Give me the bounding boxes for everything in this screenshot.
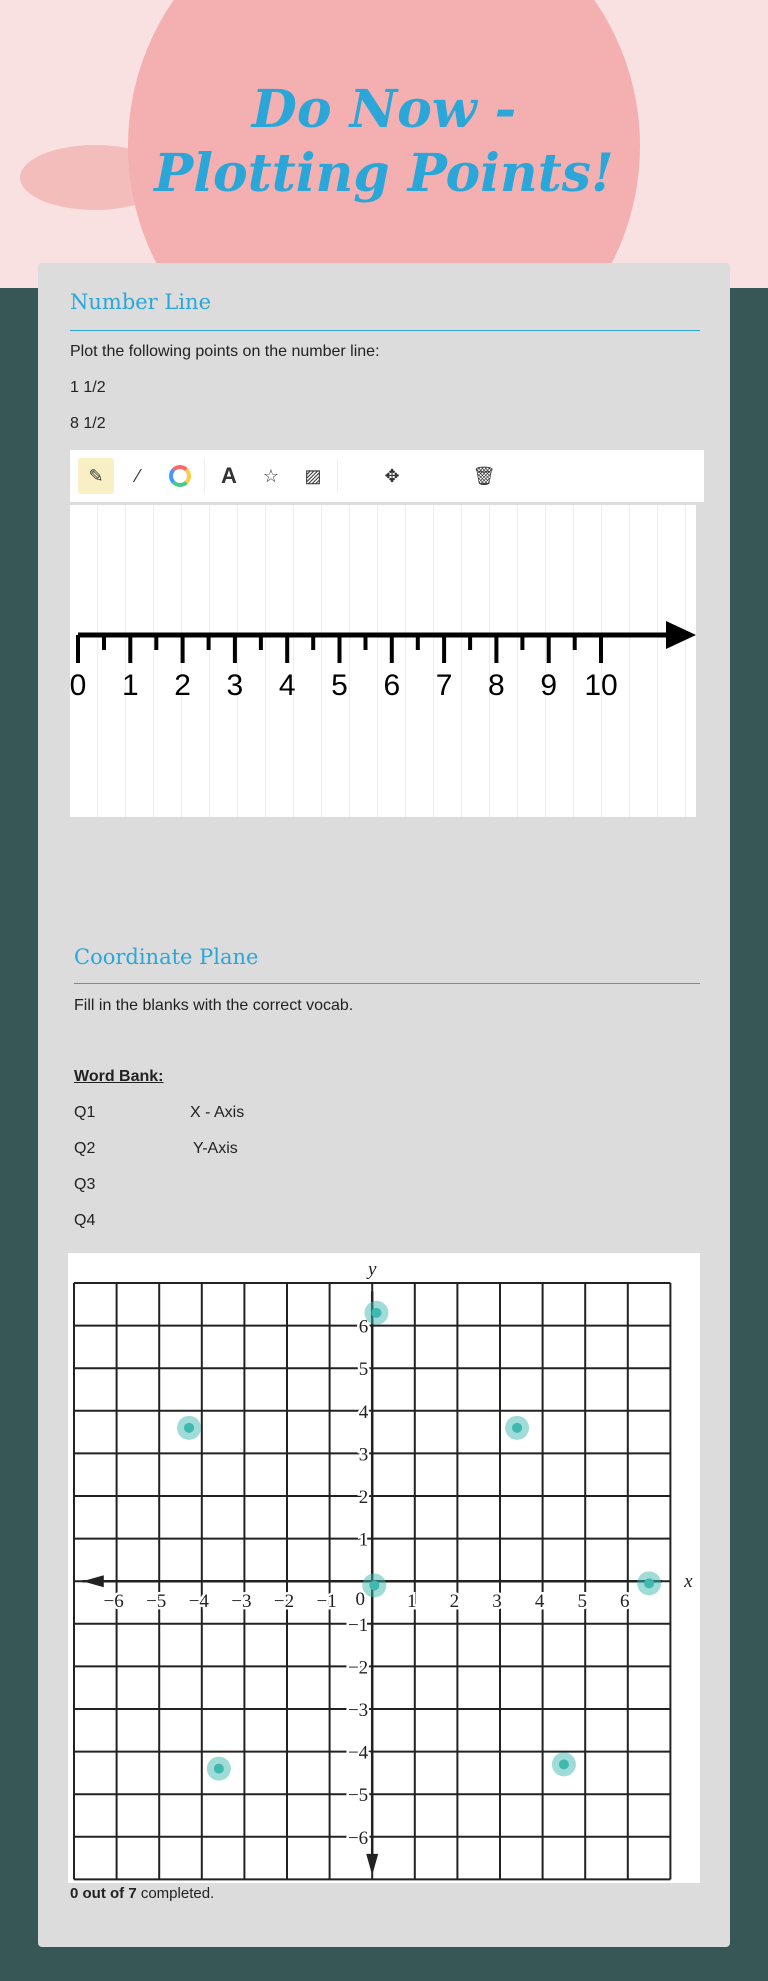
y-tick-label: −1 — [347, 1614, 369, 1636]
y-tick-label: −2 — [347, 1657, 369, 1679]
divider — [70, 330, 700, 331]
x-tick-label: −3 — [231, 1591, 252, 1613]
y-tick-label: −6 — [347, 1827, 369, 1849]
drawing-toolbar — [70, 450, 704, 502]
data-point — [559, 1759, 569, 1769]
progress-count: 0 out of 7 — [70, 1885, 137, 1902]
data-point — [184, 1423, 194, 1433]
y-tick-label: 1 — [358, 1529, 369, 1551]
y-tick-label: 2 — [358, 1487, 369, 1508]
header-banner — [0, 0, 768, 288]
data-point — [369, 1580, 379, 1590]
tick-label: 3 — [226, 669, 244, 702]
x-tick-label: 2 — [449, 1591, 460, 1613]
data-point — [512, 1423, 522, 1433]
tick-label: 4 — [278, 669, 296, 702]
x-tick-label: −2 — [273, 1591, 295, 1613]
separator — [204, 459, 205, 493]
x-tick-label: 5 — [577, 1591, 587, 1613]
tick-label: 9 — [540, 669, 558, 702]
instruction: Fill in the blanks with the correct vocab. — [74, 997, 354, 1014]
number-line — [70, 505, 696, 817]
bank-term: Y-Axis — [193, 1140, 238, 1157]
separator — [337, 459, 338, 493]
tick-label: 5 — [331, 669, 348, 702]
tick-label: 7 — [435, 669, 453, 702]
color-icon[interactable] — [162, 458, 198, 494]
x-tick-label: −6 — [103, 1591, 124, 1613]
y-tick-label: 6 — [358, 1316, 369, 1338]
pencil-icon[interactable]: ✎ — [78, 458, 114, 494]
trash-icon[interactable]: 🗑 — [472, 465, 496, 486]
progress-label: completed. — [136, 1885, 215, 1902]
x-tick-label: 4 — [534, 1591, 545, 1613]
x-tick-label: 3 — [492, 1591, 502, 1613]
bank-quadrant: Q3 — [74, 1176, 96, 1193]
page-title — [0, 78, 768, 206]
tick-label: 8 — [488, 669, 505, 702]
y-arrow-icon — [366, 1854, 378, 1875]
bank-quadrant: Q2 — [74, 1140, 96, 1157]
image-icon[interactable]: ▨ — [304, 465, 322, 486]
point-1: 1 1/2 — [70, 379, 106, 396]
divider — [74, 983, 700, 984]
x-tick-label: 1 — [407, 1591, 417, 1613]
tick-label: 10 — [584, 669, 618, 702]
bank-term: X - Axis — [190, 1104, 245, 1121]
instruction: Plot the following points on the number line: — [70, 343, 380, 360]
data-point — [214, 1764, 224, 1774]
bank-quadrant: Q1 — [74, 1104, 96, 1121]
point-2: 8 1/2 — [70, 415, 106, 432]
tick-label: 6 — [383, 669, 401, 702]
star-icon[interactable]: ☆ — [262, 465, 280, 486]
progress-text — [70, 1885, 214, 1902]
origin-label: 0 — [355, 1589, 365, 1611]
worksheet-card — [38, 263, 730, 1947]
text-icon[interactable]: A — [221, 463, 237, 488]
brush-icon[interactable]: ⁄ — [136, 465, 140, 486]
x-axis-label: x — [684, 1571, 693, 1593]
move-icon[interactable]: ✥ — [384, 465, 400, 486]
data-point — [644, 1578, 654, 1588]
y-tick-label: 4 — [358, 1401, 369, 1423]
x-arrow-icon — [83, 1575, 104, 1587]
x-tick-label: −4 — [188, 1591, 209, 1613]
title-line-2: Plotting Points! — [154, 143, 614, 204]
y-tick-label: 3 — [358, 1444, 369, 1466]
x-tick-label: −5 — [146, 1591, 167, 1613]
tick-label: 0 — [70, 669, 87, 702]
bank-quadrant: Q4 — [74, 1212, 96, 1229]
tick-label: 1 — [121, 669, 139, 702]
y-tick-label: −3 — [347, 1700, 369, 1721]
drawing-canvas[interactable] — [70, 505, 696, 817]
data-point — [371, 1308, 381, 1318]
x-tick-label: −1 — [316, 1591, 337, 1613]
coordinate-plane — [68, 1253, 700, 1883]
tick-label: 2 — [174, 669, 191, 702]
arrow-icon — [666, 621, 696, 649]
coordinate-plane-canvas[interactable] — [68, 1253, 700, 1883]
word-bank-label: Word Bank: — [74, 1068, 164, 1085]
y-axis-label: y — [367, 1259, 377, 1280]
y-tick-label: 5 — [358, 1359, 369, 1381]
section-heading-coordinate-plane: Coordinate Plane — [74, 945, 259, 969]
y-tick-label: −4 — [347, 1742, 369, 1764]
y-tick-label: −5 — [347, 1785, 369, 1807]
x-tick-label: 6 — [620, 1591, 630, 1613]
title-line-1: Do Now - — [251, 79, 517, 140]
section-heading-number-line: Number Line — [70, 290, 212, 314]
